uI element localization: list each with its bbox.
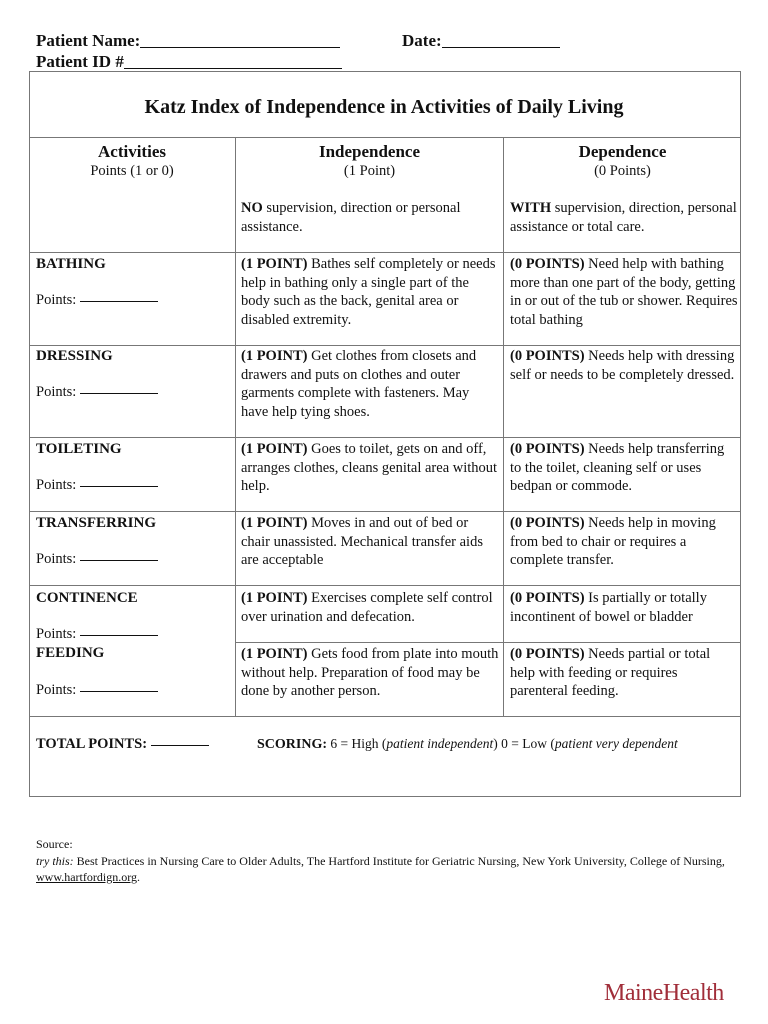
feeding-dependence <box>510 645 738 701</box>
independence-note-text: supervision, direction or personal assistance. <box>241 200 461 235</box>
point-tag: (1 POINT) <box>241 256 308 272</box>
transferring-points[interactable] <box>36 551 158 568</box>
point-tag: (1 POINT) <box>241 441 308 457</box>
transferring-independence <box>241 514 499 570</box>
divider-toileting <box>29 511 741 512</box>
description-text: Exercises complete self control over urination and defecation. <box>241 590 493 625</box>
col-activities-header <box>29 142 235 180</box>
description-text: Needs help with dressing self or needs to be completely dressed. <box>510 348 735 383</box>
total-points-field[interactable] <box>36 736 209 753</box>
point-tag: (0 POINTS) <box>510 441 585 457</box>
point-tag: (1 POINT) <box>241 348 308 364</box>
patient-id-blank[interactable] <box>124 68 342 69</box>
activity-continence: CONTINENCE <box>36 590 138 606</box>
source-text <box>36 853 746 886</box>
description-text: Needs partial or total help with feeding or requires parenteral feeding. <box>510 646 711 699</box>
source-link[interactable]: www.hartfordign.org <box>36 870 137 884</box>
source-label: Source: <box>36 837 73 851</box>
points-label: Points: <box>36 626 77 642</box>
description-text: Bathes self completely or needs help in bathing only a single part of the body such as the back, genital area or disabled extremity. <box>241 256 496 328</box>
col-independence-subtitle: (1 Point) <box>343 163 396 179</box>
activity-toileting: TOILETING <box>36 441 122 457</box>
independence-note-bold: NO <box>241 200 263 216</box>
description-text: Gets food from plate into mouth without help. Preparation of food may be done by another person. <box>241 646 499 699</box>
feeding-independence <box>241 645 499 701</box>
scoring-high: 6 = High ( <box>327 736 387 751</box>
points-label: Points: <box>36 292 77 308</box>
mainehealth-logo: MaineHealth <box>604 980 724 1006</box>
col-activities-title: Activities <box>98 142 166 161</box>
point-tag: (1 POINT) <box>241 515 308 531</box>
scoring-high-note: patient independent <box>386 736 494 751</box>
col-independence-title: Independence <box>318 142 421 161</box>
total-points-blank[interactable] <box>151 745 209 746</box>
points-label: Points: <box>36 551 77 567</box>
point-tag: (0 POINTS) <box>510 348 585 364</box>
divider-header <box>29 252 741 253</box>
points-label: Points: <box>36 477 77 493</box>
divider-feeding <box>29 716 741 717</box>
points-label: Points: <box>36 682 77 698</box>
divider-continence <box>235 642 741 643</box>
points-blank[interactable] <box>80 560 158 561</box>
col-dependence-title: Dependence <box>578 142 667 161</box>
source-try-this: try this: <box>36 853 74 868</box>
form-title: Katz Index of Independence in Activities of Daily Living <box>144 96 624 118</box>
patient-id-field[interactable] <box>36 52 342 72</box>
points-label: Points: <box>36 384 77 400</box>
activity-bathing: BATHING <box>36 256 106 272</box>
date-label: Date: <box>402 31 442 50</box>
scoring-low: ) 0 = Low ( <box>493 736 555 751</box>
date-field[interactable] <box>402 31 560 51</box>
col-activities-subtitle: Points (1 or 0) <box>90 163 174 179</box>
description-text: Goes to toilet, gets on and off, arranges clothes, cleans genital area without help. <box>241 441 498 494</box>
activity-feeding: FEEDING <box>36 645 105 661</box>
bathing-dependence <box>510 255 738 329</box>
toileting-points[interactable] <box>36 477 158 494</box>
patient-name-blank[interactable] <box>140 47 340 48</box>
toileting-independence <box>241 440 499 496</box>
total-points-label: TOTAL POINTS: <box>36 736 148 752</box>
continence-independence <box>241 589 499 626</box>
dressing-dependence <box>510 347 738 384</box>
patient-name-label: Patient Name: <box>36 31 141 50</box>
activity-transferring: TRANSFERRING <box>36 515 157 531</box>
description-text: Needs help transferring to the toilet, cleaning self or uses bedpan or commode. <box>510 441 725 494</box>
description-text: Need help with bathing more than one part of the body, getting in or out of the tub or shower. Requires total bathing <box>510 256 738 328</box>
point-tag: (0 POINTS) <box>510 256 585 272</box>
col-independence-header <box>236 142 503 180</box>
dependence-note <box>510 199 738 236</box>
points-blank[interactable] <box>80 635 158 636</box>
point-tag: (0 POINTS) <box>510 646 585 662</box>
description-text: Needs help in moving from bed to chair or requires a complete transfer. <box>510 515 716 568</box>
divider-dressing <box>29 437 741 438</box>
dependence-note-text: supervision, direction, personal assistance or total care. <box>510 200 737 235</box>
feeding-points[interactable] <box>36 682 158 699</box>
independence-note <box>241 199 499 236</box>
description-text: Moves in and out of bed or chair unassisted. Mechanical transfer aids are acceptable <box>241 515 483 568</box>
points-blank[interactable] <box>80 301 158 302</box>
dressing-independence <box>241 347 499 421</box>
points-blank[interactable] <box>80 691 158 692</box>
point-tag: (0 POINTS) <box>510 590 585 606</box>
dressing-points[interactable] <box>36 384 158 401</box>
scoring-label: SCORING: <box>257 737 328 752</box>
scoring-low-note: patient very dependent <box>554 736 678 751</box>
bathing-independence <box>241 255 499 329</box>
source-body: Best Practices in Nursing Care to Older Adults, The Hartford Institute for Geriatric Nursing, New York University, College of Nursing, <box>73 853 725 868</box>
patient-id-label: Patient ID # <box>36 52 124 71</box>
source-end: . <box>136 870 140 884</box>
description-text: Is partially or totally incontinent of bowel or bladder <box>510 590 707 625</box>
dependence-note-bold: WITH <box>510 200 552 216</box>
divider-bathing <box>29 345 741 346</box>
divider-col-1 <box>235 137 236 716</box>
bathing-points[interactable] <box>36 292 158 309</box>
col-dependence-subtitle: (0 Points) <box>594 163 651 179</box>
points-blank[interactable] <box>80 486 158 487</box>
date-blank[interactable] <box>442 47 560 48</box>
point-tag: (1 POINT) <box>241 646 308 662</box>
divider-transferring <box>29 585 741 586</box>
divider-title <box>29 137 741 138</box>
toileting-dependence <box>510 440 738 496</box>
patient-name-field[interactable] <box>36 31 340 51</box>
source-citation <box>36 836 746 886</box>
col-dependence-header <box>504 142 741 180</box>
continence-dependence <box>510 589 738 626</box>
point-tag: (0 POINTS) <box>510 515 585 531</box>
continence-points[interactable] <box>36 626 158 643</box>
divider-col-2 <box>503 137 504 716</box>
points-blank[interactable] <box>80 393 158 394</box>
activity-dressing: DRESSING <box>36 348 113 364</box>
transferring-dependence <box>510 514 738 570</box>
scoring-legend <box>257 736 678 753</box>
point-tag: (1 POINT) <box>241 590 308 606</box>
description-text: Get clothes from closets and drawers and puts on clothes and outer garments complete with fasteners. May have help tying shoes. <box>241 348 477 420</box>
